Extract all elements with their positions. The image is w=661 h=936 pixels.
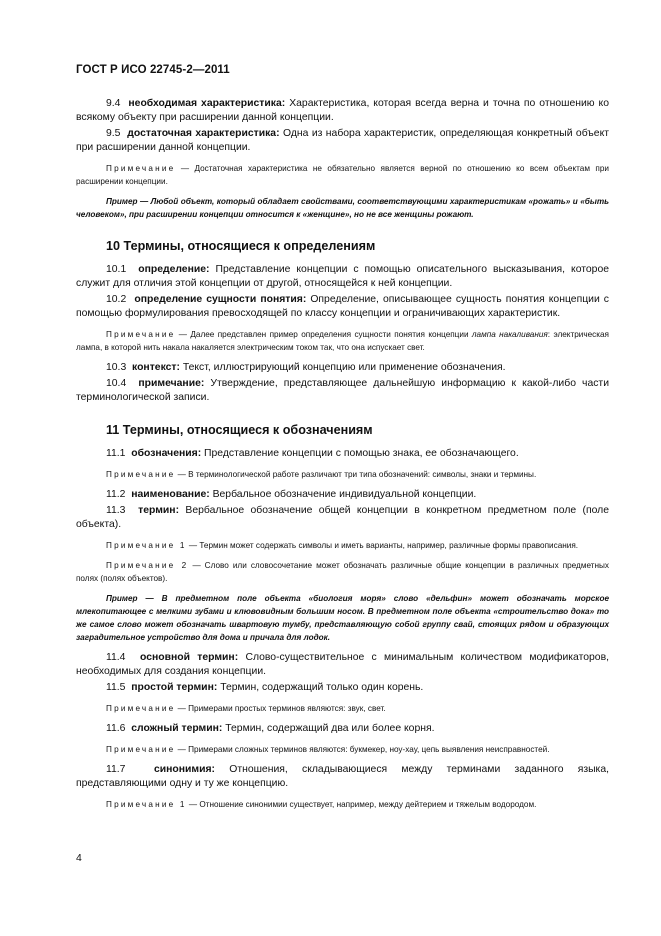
term-name: определение: — [138, 264, 210, 275]
term-definition: Утверждение, представляющее дальнейшую информацию к какой-либо части терминологической записи. — [76, 378, 609, 403]
clause-number: 10.3 — [106, 362, 127, 373]
term-name: наименование: — [131, 489, 210, 500]
term-name: простой термин: — [131, 682, 218, 693]
clause-number: 10.4 — [106, 378, 127, 389]
term-definition: Слово-существительное с минимальным количеством модификаторов, необходимых для создания концепции. — [76, 652, 609, 677]
example-text: — Любой объект, который обладает свойствами, соответствующими характеристикам «рожать» и «быть человеком», при расширении концепции относится к «женщине», но не все женщины рожают. — [76, 197, 609, 219]
term-name: основной термин: — [140, 652, 239, 663]
note-11-5 — [76, 702, 609, 715]
term-11-1 — [76, 447, 609, 461]
clause-number: 10.2 — [106, 294, 127, 305]
note-9-5 — [76, 162, 609, 188]
term-definition: Характеристика, которая всегда верна и точна по отношению ко всякому объекту при расширении данной концепции. — [76, 98, 609, 123]
section-title-10: 10 Термины, относящиеся к определениям — [106, 239, 376, 253]
note-11-1 — [76, 468, 609, 481]
note-italic-term: лампа накаливания — [471, 330, 548, 339]
example-label: Пример — [106, 197, 138, 206]
term-11-3 — [76, 504, 609, 532]
clause-number: 11.3 — [106, 505, 126, 516]
term-9-5 — [76, 127, 609, 155]
term-definition: Определение, описывающее сущность понятия концепции с помощью формулирования превосходящей по классу концепции и ограничивающих характеристик. — [76, 294, 610, 319]
clause-number: 9.4 — [106, 98, 121, 109]
clause-number: 11.4 — [106, 652, 126, 663]
clause-number: 11.1 — [106, 448, 126, 459]
term-11-7 — [76, 763, 609, 791]
term-name: примечание: — [138, 378, 205, 389]
term-11-6 — [76, 722, 609, 736]
term-name: термин: — [138, 505, 180, 516]
term-name: сложный термин: — [131, 723, 223, 734]
term-11-4 — [76, 651, 609, 679]
page-number: 4 — [76, 853, 82, 864]
note-label: Примечание — [106, 164, 176, 173]
clause-number: 11.2 — [106, 489, 126, 500]
note-label: Примечание — [106, 704, 176, 713]
term-definition: Термин, содержащий два или более корня. — [222, 723, 435, 734]
note-text: — Отношение синонимии существует, например, между дейтерием и тяжелым водородом. — [188, 800, 537, 809]
term-name: обозначения: — [131, 448, 202, 459]
term-name: необходимая характеристика: — [128, 98, 286, 109]
clause-number: 11.5 — [106, 682, 126, 693]
term-11-5 — [76, 681, 609, 695]
term-definition: Представление концепции с помощью знака, ее обозначающего. — [201, 448, 519, 459]
term-10-3 — [76, 361, 609, 375]
note-11-7-1 — [76, 798, 609, 811]
term-definition: Одна из набора характеристик, определяющая конкретный объект при расширении данной концепции. — [76, 128, 609, 153]
clause-number: 11.6 — [106, 723, 126, 734]
note-text-continued: : электрическая лампа, в которой нить накала накаляется электрическим током так, что она испускает свет. — [76, 330, 609, 352]
note-text: — Далее представлен пример определения сущности понятия концепции — [178, 330, 472, 339]
note-text: — Слово или словосочетание может обозначать различные общие концепции в различных предметных полях (полях объектов). — [76, 561, 609, 583]
note-11-3-2 — [76, 559, 609, 585]
note-text: — Примерами простых терминов являются: звук, свет. — [177, 704, 386, 713]
note-10-2 — [76, 328, 609, 354]
example-label: Пример — [106, 594, 138, 603]
note-text: — Термин может содержать символы и иметь варианты, например, различные формы правописания. — [188, 541, 579, 550]
note-label: Примечание — [106, 470, 176, 479]
term-name: синонимия: — [153, 764, 215, 775]
section-title-11: 11 Термины, относящиеся к обозначениям — [106, 423, 373, 437]
term-name: достаточная характеристика: — [127, 128, 280, 139]
term-definition: Представление концепции с помощью описательного высказывания, которое служит для отличия этой концепции от другой, относящейся к ней концепции. — [76, 264, 610, 289]
term-11-2 — [76, 488, 609, 502]
term-definition: Отношения, складывающиеся между терминами заданного языка, представляющими одну и ту же концепцию. — [76, 764, 610, 789]
note-11-3-1 — [76, 539, 609, 552]
term-9-4 — [76, 97, 609, 125]
example-9-5 — [76, 195, 609, 221]
note-label: Примечание 2 — [106, 561, 189, 570]
document-header: ГОСТ Р ИСО 22745-2—2011 — [76, 64, 230, 76]
term-name: контекст: — [132, 362, 180, 373]
note-label: Примечание 1 — [106, 800, 187, 809]
note-text: — В терминологической работе различают три типа обозначений: символы, знаки и термины. — [177, 470, 537, 479]
clause-number: 9.5 — [106, 128, 121, 139]
note-text: — Достаточная характеристика не обязательно является верной по отношению ко всем объектам при расширении концепции. — [76, 164, 609, 186]
term-10-4 — [76, 377, 609, 405]
clause-number: 10.1 — [106, 264, 127, 275]
note-label: Примечание — [106, 330, 176, 339]
note-label: Примечание — [106, 745, 176, 754]
note-11-6 — [76, 743, 609, 756]
term-definition: Вербальное обозначение индивидуальной концепции. — [209, 489, 477, 500]
term-10-2 — [76, 293, 609, 321]
example-11-3 — [76, 592, 609, 644]
note-label: Примечание 1 — [106, 541, 187, 550]
term-10-1 — [76, 263, 609, 291]
term-name: определение сущности понятия: — [134, 294, 307, 305]
term-definition: Вербальное обозначение общей концепции в конкретном предметном поле (поле объекта). — [76, 505, 609, 530]
example-text: — В предметном поле объекта «биология моря» слово «дельфин» может обозначать морское млекопитающее с мелкими зубами и клювовидным большим носом. В предметном поле объекта «строительство дока» то же самое слово может обозначать швартовую тумбу, представляющую собой группу свай, стоящих рядом и образующих заградительное устройство для дома и причала для лодок. — [76, 594, 609, 642]
clause-number: 11.7 — [106, 764, 126, 775]
term-definition: Текст, иллюстрирующий концепцию или применение обозначения. — [179, 362, 506, 373]
note-text: — Примерами сложных терминов являются: букмекер, ноу-хау, цепь выявления неисправностей. — [177, 745, 550, 754]
term-definition: Термин, содержащий только один корень. — [217, 682, 424, 693]
